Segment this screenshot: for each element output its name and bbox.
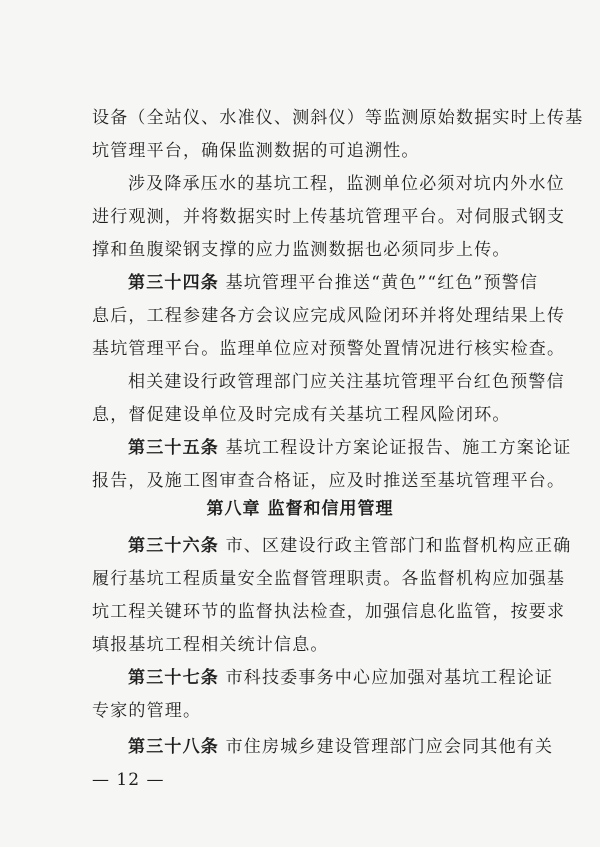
page-number: — 12 — (92, 770, 165, 790)
text-line: 坑工程关键环节的监督执法检查，加强信息化监管，按要求 (92, 602, 566, 622)
text-line: 进行观测，并将数据实时上传基坑管理平台。对伺服式钢支 (92, 207, 566, 227)
text-line: 息，督促建设单位及时完成有关基坑工程风险闭环。 (92, 405, 511, 425)
text-line: 履行基坑工程质量安全监督管理职责。各监督机构应加强基 (92, 569, 566, 589)
text-line: 报告，及施工图审查合格证，应及时推送至基坑管理平台。 (92, 471, 566, 491)
text-line: 专家的管理。 (92, 701, 202, 721)
chapter-heading: 第八章 监督和信用管理 (206, 499, 394, 519)
article-35: 第三十五条 基坑工程设计方案论证报告、施工方案论证 (128, 438, 572, 458)
paragraph-start: 涉及降承压水的基坑工程，监测单位必须对坑内外水位 (128, 174, 565, 194)
text-line: 设备（全站仪、水准仪、测斜仪）等监测原始数据实时上传基 (92, 108, 584, 128)
text-line: 息后，工程参建各方会议应完成风险闭环并将处理结果上传 (92, 306, 566, 326)
text-line: 基坑管理平台。监理单位应对预警处置情况进行核实检查。 (92, 339, 566, 359)
text-line: 填报基坑工程相关统计信息。 (92, 635, 329, 655)
text-line: 撑和鱼腹梁钢支撑的应力监测数据也必须同步上传。 (92, 240, 511, 260)
article-37: 第三十七条 市科技委事务中心应加强对基坑工程论证 (128, 668, 554, 688)
article-36: 第三十六条 市、区建设行政主管部门和监督机构应正确 (128, 536, 572, 556)
text-line: 坑管理平台，确保监测数据的可追溯性。 (92, 141, 420, 161)
article-34: 第三十四条 基坑管理平台推送“黄色”“红色”预警信 (128, 273, 539, 293)
paragraph-start: 相关建设行政管理部门应关注基坑管理平台红色预警信 (128, 372, 565, 392)
article-38: 第三十八条 市住房城乡建设管理部门应会同其他有关 (128, 737, 554, 757)
